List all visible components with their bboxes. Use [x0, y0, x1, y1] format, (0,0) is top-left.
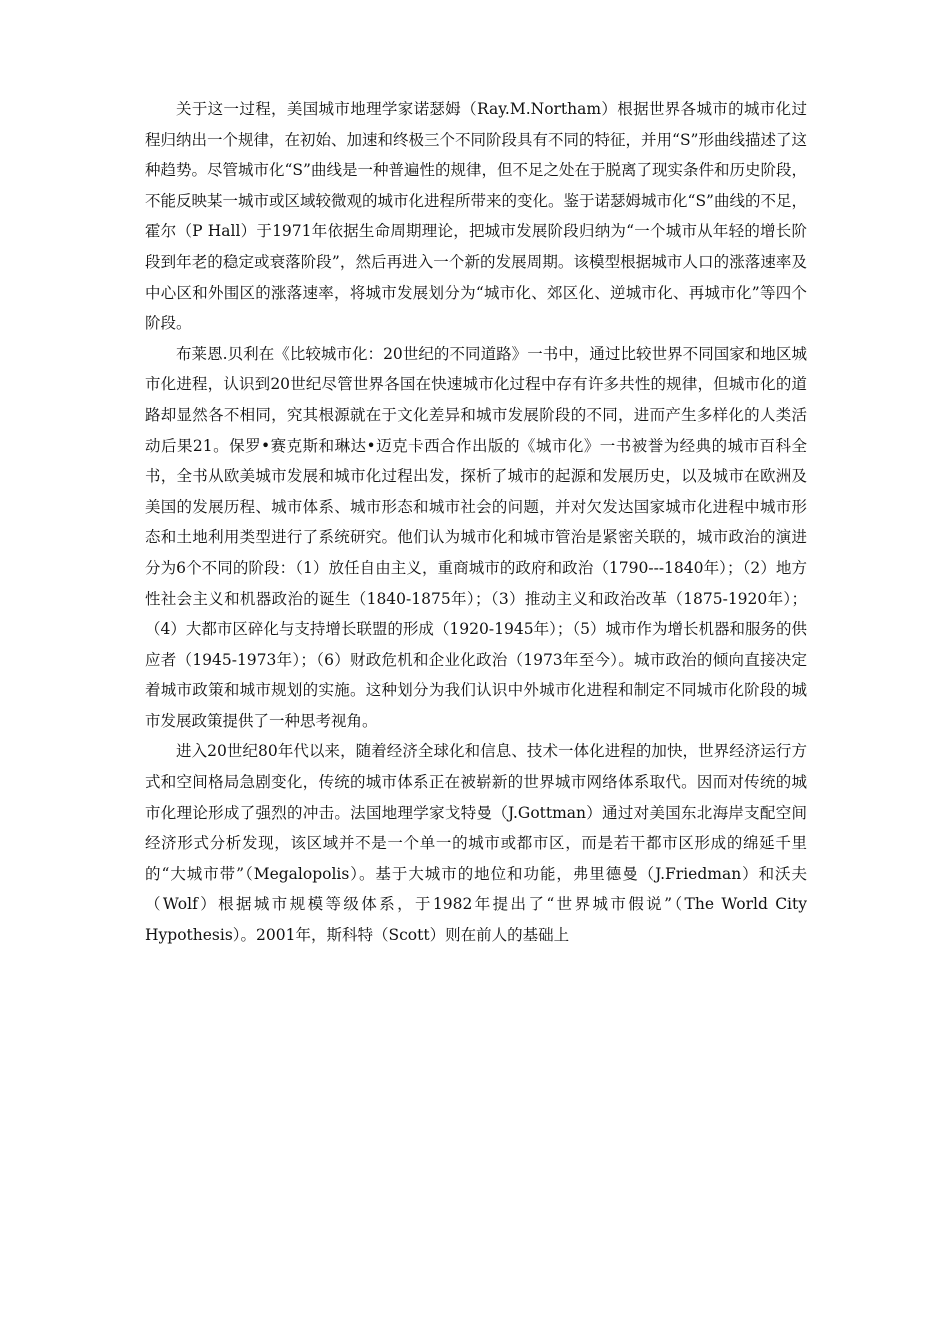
- paragraph-2: 布莱恩.贝利在《比较城市化：20世纪的不同道路》一书中，通过比较世界不同国家和地区城市化进程，认识到20世纪尽管世界各国在快速城市化过程中存有许多共性的规律，但城市化的道路却显然各不相同，究其根源就在于文化差异和城市发展阶段的不同，进而产生多样化的人类活动后果21。保罗•赛克斯和琳达•迈克卡西合作出版的《城市化》一书被誉为经典的城市百科全书，全书从欧美城市发展和城市化过程出发，探析了城市的起源和发展历史，以及城市在欧洲及美国的发展历程、城市体系、城市形态和城市社会的问题，并对欠发达国家城市化进程中城市形态和土地利用类型进行了系统研究。他们认为城市化和城市管治是紧密关联的，城市政治的演进分为6个不同的阶段：（1）放任自由主义，重商城市的政府和政治（1790---1840年）；（2）地方性社会主义和机器政治的诞生（1840-1875年）；（3）推动主义和政治改革（1875-1920年）；（4）大都市区碎化与支持增长联盟的形成（1920-1945年）；（5）城市作为增长机器和服务的供应者（1945-1973年）；（6）财政危机和企业化政治（1973年至今）。城市政治的倾向直接决定着城市政策和城市规划的实施。这种划分为我们认识中外城市化进程和制定不同城市化阶段的城市发展政策提供了一种思考视角。: [145, 344, 807, 730]
- document-body: [145, 94, 807, 951]
- paragraph-1: 关于这一过程，美国城市地理学家诺瑟姆（Ray.M.Northam）根据世界各城市的城市化过程归纳出一个规律，在初始、加速和终极三个不同阶段具有不同的特征，并用“S”形曲线描述了这种趋势。尽管城市化“S”曲线是一种普遍性的规律，但不足之处在于脱离了现实条件和历史阶段，不能反映某一城市或区域较微观的城市化进程所带来的变化。鉴于诺瑟姆城市化“S”曲线的不足，霍尔（P Hall）于1971年依据生命周期理论，把城市发展阶段归纳为“一个城市从年轻的增长阶段到年老的稳定或衰落阶段”，然后再进入一个新的发展周期。该模型根据城市人口的涨落速率及中心区和外围区的涨落速率，将城市发展划分为“城市化、郊区化、逆城市化、再城市化”等四个阶段。: [145, 100, 807, 333]
- paragraph-3: 进入20世纪80年代以来，随着经济全球化和信息、技术一体化进程的加快，世界经济运行方式和空间格局急剧变化，传统的城市体系正在被崭新的世界城市网络体系取代。因而对传统的城市化理论形成了强烈的冲击。法国地理学家戈特曼（J.Gottman）通过对美国东北海岸支配空间经济形式分析发现，该区域并不是一个单一的城市或都市区，而是若干都市区形成的绵延千里的“大城市带”（Megalopolis）。基于大城市的地位和功能，弗里德曼（J.Friedman）和沃夫（Wolf）根据城市规模等级体系，于1982年提出了“世界城市假说”（The World City Hypothesis）。2001年，斯科特（Scott）则在前人的基础上: [145, 742, 807, 945]
